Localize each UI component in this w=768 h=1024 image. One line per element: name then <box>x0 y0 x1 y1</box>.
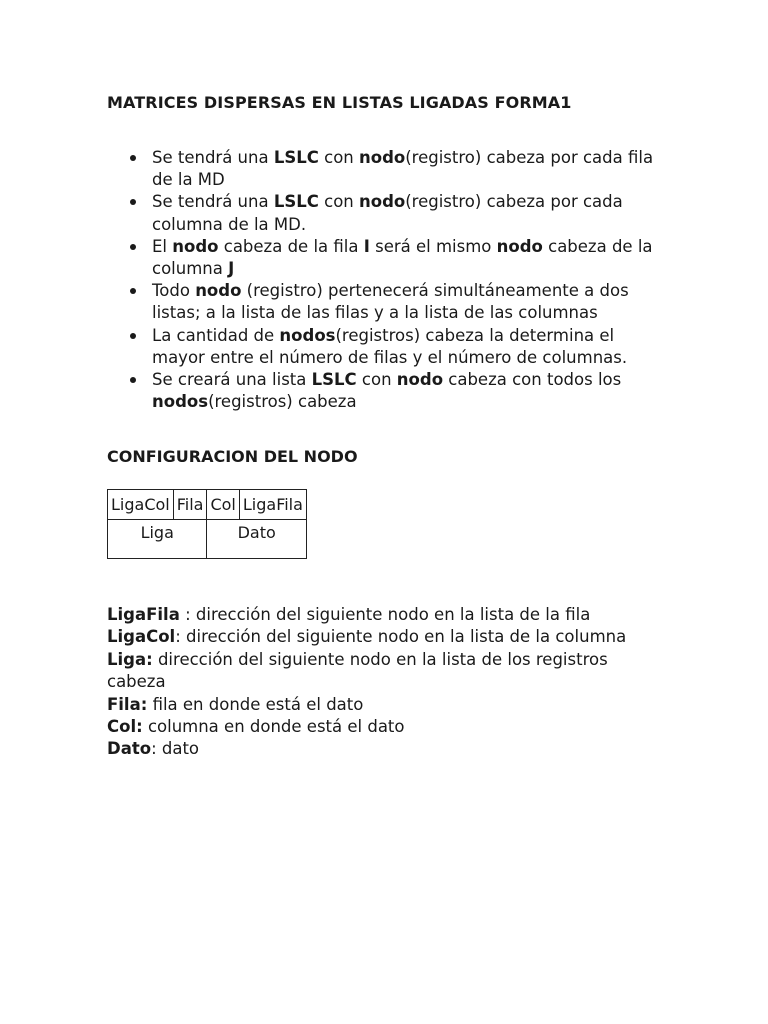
definition-term: LigaFila <box>107 605 180 624</box>
bullet-dot-icon <box>130 377 136 383</box>
bullet-item <box>127 280 657 324</box>
definition-text: : dato <box>151 739 200 759</box>
bullet-text: con <box>318 192 359 212</box>
bullet-dot-icon <box>130 244 136 250</box>
definition-term: Liga: <box>107 649 153 669</box>
definitions-list <box>107 604 667 761</box>
bullet-bold: LSLC <box>273 192 319 212</box>
definition-text: columna en donde está el dato <box>142 717 405 737</box>
definition-item <box>107 604 667 626</box>
bullet-dot-icon <box>130 199 136 205</box>
node-field-fila: Fila <box>173 490 207 520</box>
definition-text: fila en donde está el dato <box>147 694 364 714</box>
definition-item <box>107 716 667 738</box>
bullet-text: (registros) cabeza la determina el mayor entre el número de filas y el número de columnas. <box>152 325 628 367</box>
bullet-dot-icon <box>130 333 136 339</box>
definition-term: Dato <box>107 739 152 759</box>
node-field-liga: Liga <box>108 520 207 559</box>
bullet-text: Se tendrá una <box>152 192 274 212</box>
definition-text: : dirección del siguiente nodo en la lista de la columna <box>175 627 627 647</box>
bullet-text: cabeza de la fila <box>218 236 364 256</box>
bullet-text: cabeza con todos los <box>443 370 622 390</box>
node-field-dato: Dato <box>207 520 306 559</box>
definition-item <box>107 694 667 716</box>
bullet-text: con <box>356 370 397 390</box>
bullet-bold: J <box>228 259 235 279</box>
bullet-text: con <box>318 148 359 167</box>
bullet-item <box>127 191 657 235</box>
bullet-text: (registros) cabeza <box>208 392 357 412</box>
bullet-bold: I <box>363 236 370 256</box>
bullet-text: cabeza de la columna <box>152 236 653 279</box>
bullet-dot-icon <box>130 155 136 161</box>
node-table-row <box>108 490 307 520</box>
node-table-row <box>108 520 307 559</box>
bullet-text: (registro) pertenecerá simultáneamente a dos listas; a la lista de las filas y a la lista de las columnas <box>152 281 629 323</box>
bullet-text: Se tendrá una <box>152 148 274 167</box>
bullet-item <box>127 325 657 369</box>
node-field-ligafila: LigaFila <box>239 490 306 520</box>
bullet-text: La cantidad de <box>152 325 280 345</box>
bullet-item <box>127 147 657 191</box>
bullet-text: Se creará una lista <box>152 370 312 390</box>
bullet-text: El <box>152 236 173 256</box>
definition-text: dirección del siguiente nodo en la lista de los registros cabeza <box>107 649 608 692</box>
definition-item <box>107 626 667 648</box>
definition-term: Col: <box>107 717 143 737</box>
document-title: MATRICES DISPERSAS EN LISTAS LIGADAS FORMA1 <box>107 93 572 112</box>
bullet-text: será el mismo <box>369 236 497 256</box>
bullet-item <box>127 369 657 413</box>
bullet-item <box>127 236 657 280</box>
config-title: CONFIGURACION DEL NODO <box>107 447 358 466</box>
bullet-text: Todo <box>152 281 196 301</box>
bullet-text: (registro) cabeza por cada fila de la MD <box>152 148 654 190</box>
bullet-list <box>127 147 657 413</box>
bullet-bold: nodo <box>359 192 406 212</box>
node-structure-table <box>107 489 307 559</box>
bullet-bold: nodos <box>152 392 209 412</box>
bullet-bold: nodo <box>496 236 543 256</box>
bullet-bold: nodo <box>359 148 406 167</box>
bullet-bold: nodo <box>195 281 242 301</box>
definition-term: Fila: <box>107 694 148 714</box>
node-field-ligacol: LigaCol <box>108 490 174 520</box>
definition-item <box>107 649 667 694</box>
bullet-bold: nodo <box>396 370 444 390</box>
definition-text: : dirección del siguiente nodo en la lista de la fila <box>179 605 591 624</box>
bullet-bold: nodos <box>279 325 336 345</box>
bullet-bold: LSLC <box>273 148 319 167</box>
node-field-col: Col <box>207 490 239 520</box>
definition-term: LigaCol <box>107 627 176 647</box>
bullet-dot-icon <box>130 288 136 294</box>
bullet-bold: LSLC <box>311 370 357 390</box>
definition-item <box>107 738 667 760</box>
bullet-bold: nodo <box>172 236 219 256</box>
bullet-text: (registro) cabeza por cada columna de la MD. <box>152 192 623 234</box>
